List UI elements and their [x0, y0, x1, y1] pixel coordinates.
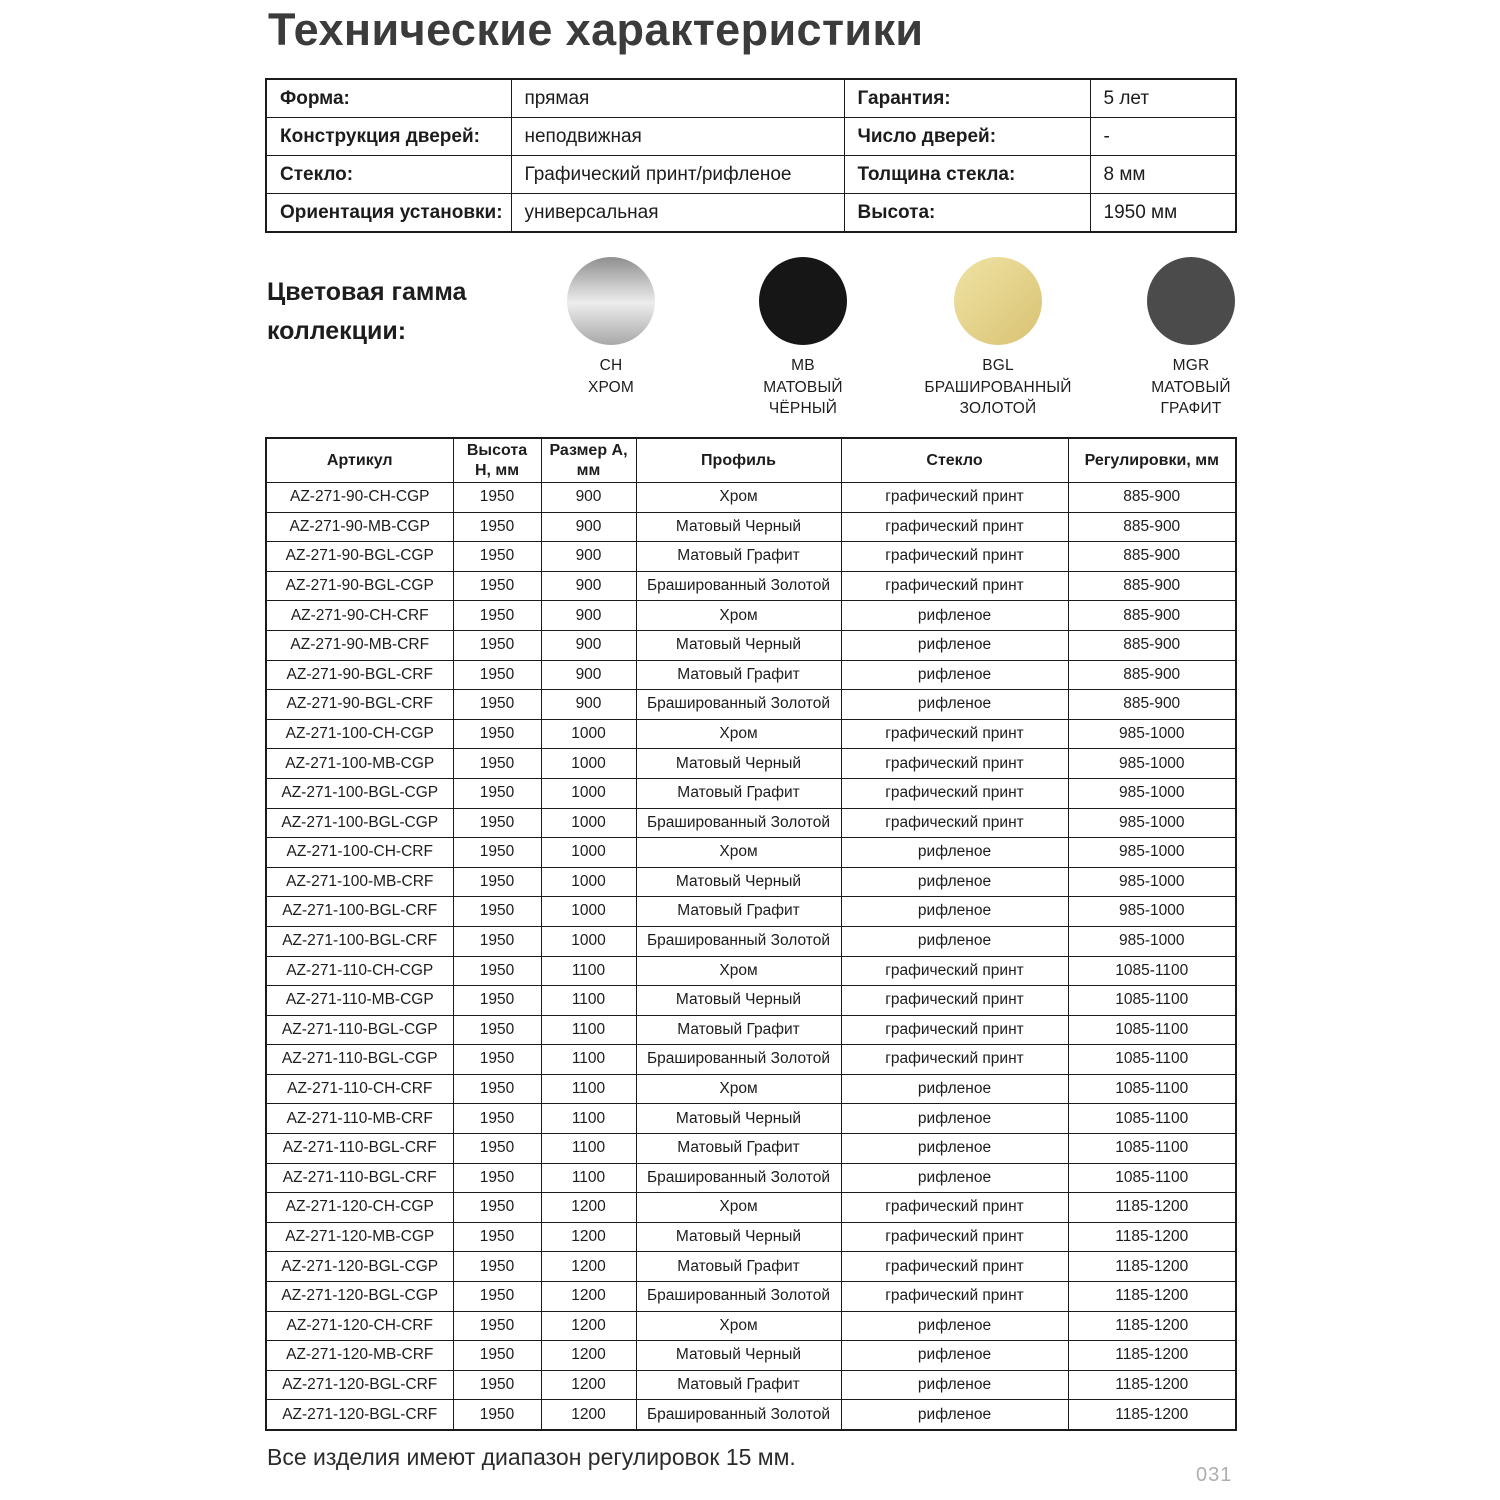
size-cell: 1200: [541, 1252, 636, 1282]
spec-value: 8 мм: [1090, 156, 1236, 194]
table-row: [266, 1134, 1236, 1164]
adjust-cell: 885-900: [1068, 630, 1236, 660]
profile-cell: Брашированный Золотой: [636, 1400, 841, 1430]
glass-cell: графический принт: [841, 719, 1068, 749]
size-cell: 900: [541, 660, 636, 690]
swatch-name-line: МАТОВЫЙ: [1151, 378, 1231, 396]
height-cell: 1950: [453, 690, 541, 720]
size-cell: 1200: [541, 1311, 636, 1341]
table-row: [266, 1252, 1236, 1282]
glass-cell: графический принт: [841, 1193, 1068, 1223]
glass-cell: рифленое: [841, 1341, 1068, 1371]
swatch-code: MB: [791, 357, 815, 374]
height-cell: 1950: [453, 1370, 541, 1400]
height-cell: 1950: [453, 1015, 541, 1045]
profile-cell: Матовый Черный: [636, 512, 841, 542]
swatch-name-line: МАТОВЫЙ: [763, 378, 843, 396]
size-cell: 1200: [541, 1282, 636, 1312]
size-cell: 1000: [541, 749, 636, 779]
article-cell: AZ-271-100-MB-CRF: [266, 867, 453, 897]
profile-cell: Брашированный Золотой: [636, 808, 841, 838]
profile-cell: Брашированный Золотой: [636, 690, 841, 720]
spec-label: Толщина стекла:: [844, 156, 1090, 194]
adjust-cell: 1185-1200: [1068, 1222, 1236, 1252]
adjust-cell: 1085-1100: [1068, 1104, 1236, 1134]
adjust-cell: 885-900: [1068, 542, 1236, 572]
spec-label: Стекло:: [266, 156, 511, 194]
table-row: [266, 956, 1236, 986]
glass-cell: рифленое: [841, 630, 1068, 660]
article-cell: AZ-271-120-CH-CRF: [266, 1311, 453, 1341]
article-cell: AZ-271-110-MB-CGP: [266, 986, 453, 1016]
table-row: [266, 749, 1236, 779]
article-cell: AZ-271-110-BGL-CGP: [266, 1045, 453, 1075]
spec-label: Гарантия:: [844, 79, 1090, 118]
color-palette-section: [265, 257, 1235, 437]
size-cell: 1200: [541, 1370, 636, 1400]
height-cell: 1950: [453, 897, 541, 927]
profile-cell: Брашированный Золотой: [636, 1282, 841, 1312]
glass-cell: графический принт: [841, 571, 1068, 601]
size-cell: 1000: [541, 838, 636, 868]
profile-cell: Матовый Графит: [636, 1370, 841, 1400]
profile-cell: Хром: [636, 1311, 841, 1341]
adjust-cell: 985-1000: [1068, 867, 1236, 897]
profile-cell: Хром: [636, 956, 841, 986]
article-cell: AZ-271-100-BGL-CGP: [266, 778, 453, 808]
glass-cell: рифленое: [841, 926, 1068, 956]
adjust-cell: 985-1000: [1068, 749, 1236, 779]
glass-cell: графический принт: [841, 512, 1068, 542]
products-table: [265, 437, 1237, 1431]
table-row: [266, 778, 1236, 808]
article-cell: AZ-271-120-MB-CGP: [266, 1222, 453, 1252]
swatch-name-line: БРАШИРОВАННЫЙ: [924, 378, 1072, 396]
table-row: [266, 1163, 1236, 1193]
table-row: [266, 1400, 1236, 1430]
height-cell: 1950: [453, 601, 541, 631]
height-cell: 1950: [453, 1074, 541, 1104]
glass-cell: рифленое: [841, 1400, 1068, 1430]
profile-cell: Матовый Черный: [636, 630, 841, 660]
table-row: [266, 986, 1236, 1016]
swatch-label: [910, 355, 1086, 420]
glass-cell: рифленое: [841, 897, 1068, 927]
glass-cell: рифленое: [841, 1134, 1068, 1164]
article-cell: AZ-271-120-MB-CRF: [266, 1341, 453, 1371]
swatch-code: MGR: [1172, 357, 1210, 374]
height-cell: 1950: [453, 483, 541, 513]
adjust-cell: 1085-1100: [1068, 1074, 1236, 1104]
profile-cell: Матовый Черный: [636, 1104, 841, 1134]
profile-cell: Брашированный Золотой: [636, 1045, 841, 1075]
profile-cell: Брашированный Золотой: [636, 1163, 841, 1193]
adjust-cell: 1085-1100: [1068, 956, 1236, 986]
height-cell: 1950: [453, 1163, 541, 1193]
height-cell: 1950: [453, 1252, 541, 1282]
height-cell: 1950: [453, 838, 541, 868]
table-row: [266, 1370, 1236, 1400]
adjust-cell: 985-1000: [1068, 808, 1236, 838]
article-cell: AZ-271-100-MB-CGP: [266, 749, 453, 779]
glass-cell: графический принт: [841, 1222, 1068, 1252]
spec-value: Графический принт/рифленое: [511, 156, 844, 194]
spec-value: прямая: [511, 79, 844, 118]
color-swatch-mb: [715, 257, 891, 420]
adjust-cell: 985-1000: [1068, 719, 1236, 749]
page-title: Технические характеристики: [268, 4, 924, 55]
glass-cell: графический принт: [841, 749, 1068, 779]
spec-value: универсальная: [511, 194, 844, 233]
article-cell: AZ-271-90-MB-CRF: [266, 630, 453, 660]
size-cell: 1200: [541, 1193, 636, 1223]
height-cell: 1950: [453, 630, 541, 660]
table-row: [266, 838, 1236, 868]
color-swatch-bgl: [910, 257, 1086, 420]
profile-cell: Матовый Черный: [636, 1341, 841, 1371]
table-row: [266, 512, 1236, 542]
table-row: [266, 1222, 1236, 1252]
column-header: Профиль: [636, 438, 841, 483]
products-table-header-row: [266, 438, 1236, 483]
glass-cell: рифленое: [841, 1311, 1068, 1341]
table-row: [266, 571, 1236, 601]
table-row: [266, 542, 1236, 572]
column-header: Артикул: [266, 438, 453, 483]
table-row: [266, 660, 1236, 690]
spec-row: [266, 118, 1236, 156]
page-number: 031: [1196, 1464, 1233, 1486]
table-row: [266, 867, 1236, 897]
size-cell: 900: [541, 512, 636, 542]
height-cell: 1950: [453, 1341, 541, 1371]
glass-cell: рифленое: [841, 838, 1068, 868]
article-cell: AZ-271-100-BGL-CRF: [266, 897, 453, 927]
article-cell: AZ-271-90-BGL-CGP: [266, 571, 453, 601]
height-cell: 1950: [453, 660, 541, 690]
profile-cell: Хром: [636, 483, 841, 513]
spec-label: Ориентация установки:: [266, 194, 511, 233]
size-cell: 1100: [541, 956, 636, 986]
spec-value: -: [1090, 118, 1236, 156]
spec-row: [266, 79, 1236, 118]
size-cell: 1000: [541, 808, 636, 838]
size-cell: 1200: [541, 1341, 636, 1371]
glass-cell: графический принт: [841, 778, 1068, 808]
size-cell: 900: [541, 571, 636, 601]
profile-cell: Матовый Графит: [636, 1015, 841, 1045]
profile-cell: Матовый Черный: [636, 749, 841, 779]
table-row: [266, 808, 1236, 838]
height-cell: 1950: [453, 542, 541, 572]
glass-cell: графический принт: [841, 483, 1068, 513]
color-palette-heading-line1: Цветовая гамма: [267, 278, 467, 306]
adjust-cell: 885-900: [1068, 690, 1236, 720]
height-cell: 1950: [453, 1222, 541, 1252]
height-cell: 1950: [453, 749, 541, 779]
mgr-swatch-circle: [1147, 257, 1235, 345]
swatch-name-line: ГРАФИТ: [1160, 400, 1222, 418]
size-cell: 1200: [541, 1222, 636, 1252]
spec-label: Число дверей:: [844, 118, 1090, 156]
mb-swatch-circle: [759, 257, 847, 345]
profile-cell: Матовый Черный: [636, 867, 841, 897]
height-cell: 1950: [453, 808, 541, 838]
size-cell: 1100: [541, 1104, 636, 1134]
table-row: [266, 897, 1236, 927]
profile-cell: Матовый Черный: [636, 1222, 841, 1252]
glass-cell: рифленое: [841, 1074, 1068, 1104]
size-cell: 1000: [541, 897, 636, 927]
article-cell: AZ-271-100-BGL-CRF: [266, 926, 453, 956]
size-cell: 1100: [541, 1015, 636, 1045]
adjust-cell: 1185-1200: [1068, 1370, 1236, 1400]
article-cell: AZ-271-120-BGL-CRF: [266, 1370, 453, 1400]
size-cell: 900: [541, 601, 636, 631]
height-cell: 1950: [453, 956, 541, 986]
spec-table: [265, 78, 1237, 233]
article-cell: AZ-271-110-BGL-CRF: [266, 1163, 453, 1193]
adjust-cell: 1185-1200: [1068, 1400, 1236, 1430]
adjust-cell: 985-1000: [1068, 838, 1236, 868]
height-cell: 1950: [453, 719, 541, 749]
height-cell: 1950: [453, 1045, 541, 1075]
adjust-cell: 885-900: [1068, 601, 1236, 631]
height-cell: 1950: [453, 571, 541, 601]
article-cell: AZ-271-100-BGL-CGP: [266, 808, 453, 838]
bgl-swatch-circle: [954, 257, 1042, 345]
article-cell: AZ-271-110-CH-CRF: [266, 1074, 453, 1104]
swatch-code: CH: [599, 357, 623, 374]
glass-cell: графический принт: [841, 1282, 1068, 1312]
height-cell: 1950: [453, 1282, 541, 1312]
size-cell: 900: [541, 542, 636, 572]
height-cell: 1950: [453, 1104, 541, 1134]
height-cell: 1950: [453, 1134, 541, 1164]
spec-label: Конструкция дверей:: [266, 118, 511, 156]
table-row: [266, 1282, 1236, 1312]
size-cell: 1100: [541, 986, 636, 1016]
profile-cell: Брашированный Золотой: [636, 571, 841, 601]
profile-cell: Брашированный Золотой: [636, 926, 841, 956]
article-cell: AZ-271-100-CH-CRF: [266, 838, 453, 868]
glass-cell: рифленое: [841, 660, 1068, 690]
table-row: [266, 630, 1236, 660]
size-cell: 1100: [541, 1163, 636, 1193]
adjust-cell: 985-1000: [1068, 778, 1236, 808]
article-cell: AZ-271-110-BGL-CRF: [266, 1134, 453, 1164]
glass-cell: графический принт: [841, 956, 1068, 986]
height-cell: 1950: [453, 1311, 541, 1341]
ch-swatch-circle: [567, 257, 655, 345]
size-cell: 1100: [541, 1045, 636, 1075]
glass-cell: рифленое: [841, 601, 1068, 631]
glass-cell: рифленое: [841, 690, 1068, 720]
size-cell: 1000: [541, 926, 636, 956]
spec-value: 5 лет: [1090, 79, 1236, 118]
swatch-label: [523, 355, 699, 398]
adjust-cell: 1185-1200: [1068, 1252, 1236, 1282]
swatch-label: [715, 355, 891, 420]
adjust-cell: 1185-1200: [1068, 1341, 1236, 1371]
size-cell: 1000: [541, 719, 636, 749]
glass-cell: графический принт: [841, 986, 1068, 1016]
adjust-cell: 985-1000: [1068, 926, 1236, 956]
spec-row: [266, 194, 1236, 233]
spec-row: [266, 156, 1236, 194]
size-cell: 900: [541, 483, 636, 513]
color-swatch-ch: [523, 257, 699, 398]
table-row: [266, 601, 1236, 631]
article-cell: AZ-271-90-BGL-CRF: [266, 660, 453, 690]
profile-cell: Хром: [636, 719, 841, 749]
swatch-name-line: ХРОМ: [587, 378, 635, 396]
profile-cell: Матовый Графит: [636, 897, 841, 927]
table-row: [266, 1104, 1236, 1134]
article-cell: AZ-271-120-CH-CGP: [266, 1193, 453, 1223]
article-cell: AZ-271-110-BGL-CGP: [266, 1015, 453, 1045]
article-cell: AZ-271-90-BGL-CRF: [266, 690, 453, 720]
profile-cell: Хром: [636, 838, 841, 868]
table-row: [266, 1193, 1236, 1223]
article-cell: AZ-271-120-BGL-CGP: [266, 1282, 453, 1312]
color-palette-heading-line2: коллекции:: [267, 316, 407, 345]
profile-cell: Матовый Графит: [636, 778, 841, 808]
size-cell: 1100: [541, 1134, 636, 1164]
table-row: [266, 1015, 1236, 1045]
adjust-cell: 985-1000: [1068, 897, 1236, 927]
table-row: [266, 690, 1236, 720]
profile-cell: Хром: [636, 601, 841, 631]
height-cell: 1950: [453, 512, 541, 542]
article-cell: AZ-271-120-BGL-CGP: [266, 1252, 453, 1282]
adjust-cell: 1085-1100: [1068, 1015, 1236, 1045]
adjust-cell: 1185-1200: [1068, 1311, 1236, 1341]
swatch-name-line: ЧЁРНЫЙ: [768, 400, 838, 418]
spec-label: Форма:: [266, 79, 511, 118]
height-cell: 1950: [453, 1400, 541, 1430]
height-cell: 1950: [453, 867, 541, 897]
spec-label: Высота:: [844, 194, 1090, 233]
table-row: [266, 1341, 1236, 1371]
table-row: [266, 483, 1236, 513]
swatch-name-line: ЗОЛОТОЙ: [959, 400, 1037, 418]
profile-cell: Матовый Графит: [636, 1252, 841, 1282]
table-row: [266, 1074, 1236, 1104]
size-cell: 1100: [541, 1074, 636, 1104]
article-cell: AZ-271-90-BGL-CGP: [266, 542, 453, 572]
glass-cell: графический принт: [841, 1252, 1068, 1282]
table-row: [266, 1311, 1236, 1341]
adjust-cell: 885-900: [1068, 660, 1236, 690]
adjust-cell: 1085-1100: [1068, 1045, 1236, 1075]
color-palette-heading: [267, 273, 466, 351]
adjust-cell: 1085-1100: [1068, 986, 1236, 1016]
size-cell: 1200: [541, 1400, 636, 1430]
column-header: Высота H, мм: [453, 438, 541, 483]
article-cell: AZ-271-110-MB-CRF: [266, 1104, 453, 1134]
glass-cell: графический принт: [841, 542, 1068, 572]
article-cell: AZ-271-120-BGL-CRF: [266, 1400, 453, 1430]
size-cell: 900: [541, 630, 636, 660]
article-cell: AZ-271-90-CH-CRF: [266, 601, 453, 631]
adjust-cell: 885-900: [1068, 571, 1236, 601]
adjust-cell: 885-900: [1068, 512, 1236, 542]
footer-note: Все изделия имеют диапазон регулировок 15 мм.: [267, 1444, 796, 1470]
article-cell: AZ-271-90-CH-CGP: [266, 483, 453, 513]
profile-cell: Матовый Графит: [636, 660, 841, 690]
glass-cell: графический принт: [841, 1045, 1068, 1075]
glass-cell: рифленое: [841, 1370, 1068, 1400]
spec-value: 1950 мм: [1090, 194, 1236, 233]
adjust-cell: 1085-1100: [1068, 1163, 1236, 1193]
glass-cell: графический принт: [841, 808, 1068, 838]
height-cell: 1950: [453, 1193, 541, 1223]
adjust-cell: 885-900: [1068, 483, 1236, 513]
size-cell: 1000: [541, 778, 636, 808]
spec-value: неподвижная: [511, 118, 844, 156]
profile-cell: Матовый Черный: [636, 986, 841, 1016]
height-cell: 1950: [453, 986, 541, 1016]
height-cell: 1950: [453, 778, 541, 808]
adjust-cell: 1185-1200: [1068, 1193, 1236, 1223]
swatch-code: BGL: [982, 357, 1014, 374]
table-row: [266, 719, 1236, 749]
article-cell: AZ-271-100-CH-CGP: [266, 719, 453, 749]
article-cell: AZ-271-110-CH-CGP: [266, 956, 453, 986]
column-header: Регулировки, мм: [1068, 438, 1236, 483]
height-cell: 1950: [453, 926, 541, 956]
size-cell: 900: [541, 690, 636, 720]
glass-cell: рифленое: [841, 1104, 1068, 1134]
glass-cell: рифленое: [841, 1163, 1068, 1193]
adjust-cell: 1185-1200: [1068, 1282, 1236, 1312]
swatch-label: [1103, 355, 1279, 420]
profile-cell: Хром: [636, 1074, 841, 1104]
color-swatch-mgr: [1103, 257, 1279, 420]
table-row: [266, 1045, 1236, 1075]
article-cell: AZ-271-90-MB-CGP: [266, 512, 453, 542]
profile-cell: Хром: [636, 1193, 841, 1223]
glass-cell: графический принт: [841, 1015, 1068, 1045]
glass-cell: рифленое: [841, 867, 1068, 897]
table-row: [266, 926, 1236, 956]
adjust-cell: 1085-1100: [1068, 1134, 1236, 1164]
column-header: Размер A, мм: [541, 438, 636, 483]
profile-cell: Матовый Графит: [636, 542, 841, 572]
size-cell: 1000: [541, 867, 636, 897]
column-header: Стекло: [841, 438, 1068, 483]
profile-cell: Матовый Графит: [636, 1134, 841, 1164]
